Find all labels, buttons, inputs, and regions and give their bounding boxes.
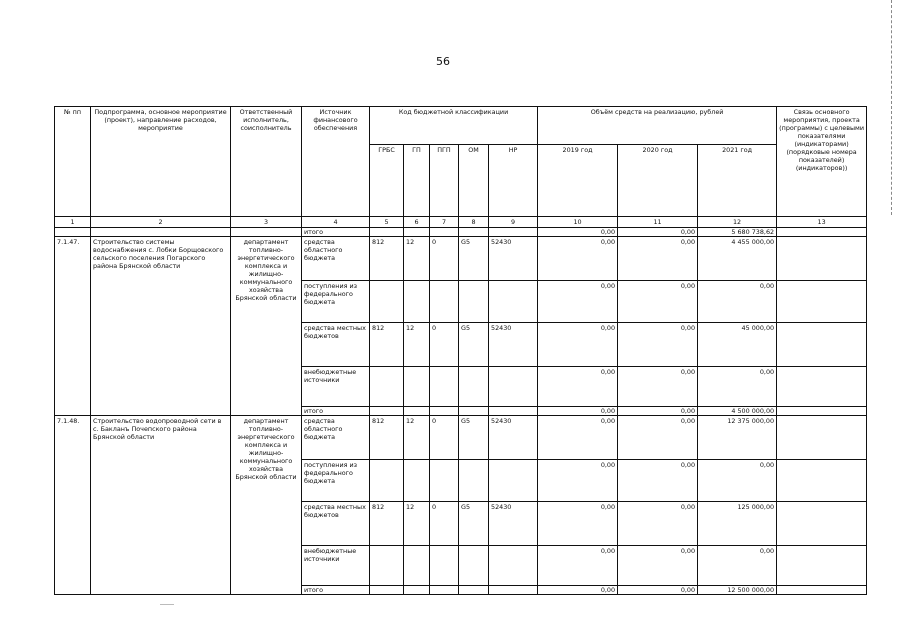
value-2021: 0,00	[698, 546, 777, 586]
header-volume: Объём средств на реализацию, рублей	[538, 107, 777, 145]
header-grbs: ГРБС	[370, 145, 404, 217]
code-om: G5	[459, 502, 489, 546]
value-2021: 0,00	[698, 281, 777, 323]
code-gp	[404, 460, 430, 502]
col-number: 5	[370, 217, 404, 228]
col-number: 1	[55, 217, 91, 228]
code-om	[459, 281, 489, 323]
total-2021: 4 500 000,00	[698, 407, 777, 416]
code-pgp	[430, 281, 459, 323]
entry-description: Строительство водопроводной сети в с. Бакланъ Почепского района Брянской области	[91, 416, 231, 595]
code-om	[459, 546, 489, 586]
header-budget-code: Код бюджетной классификации	[370, 107, 538, 145]
value-2020: 0,00	[618, 546, 698, 586]
indicator-link	[777, 460, 867, 502]
code-om	[459, 460, 489, 502]
code-np: 52430	[489, 237, 538, 281]
funding-source: внебюджетные источники	[302, 367, 370, 407]
col-number: 13	[777, 217, 867, 228]
funding-source: внебюджетные источники	[302, 546, 370, 586]
funding-source: поступления из федерального бюджета	[302, 460, 370, 502]
code-om: G5	[459, 416, 489, 460]
col-number: 7	[430, 217, 459, 228]
header-om: ОМ	[459, 145, 489, 217]
total-2020: 0,00	[618, 228, 698, 237]
code-np: 52430	[489, 502, 538, 546]
top-total-row	[55, 228, 867, 237]
value-2019: 0,00	[538, 281, 618, 323]
value-2020: 0,00	[618, 367, 698, 407]
header-2019: 2019 год	[538, 145, 618, 217]
value-2021: 12 375 000,00	[698, 416, 777, 460]
value-2021: 45 000,00	[698, 323, 777, 367]
code-np: 52430	[489, 323, 538, 367]
total-label: итого	[302, 228, 370, 237]
value-2019: 0,00	[538, 460, 618, 502]
column-number-row	[55, 217, 867, 228]
indicator-link	[777, 502, 867, 546]
table-row	[55, 416, 867, 460]
header-responsible: Ответственный исполнитель, соисполнитель	[231, 107, 302, 217]
total-label: итого	[302, 586, 370, 595]
col-number: 3	[231, 217, 302, 228]
col-number: 9	[489, 217, 538, 228]
code-grbs: 812	[370, 502, 404, 546]
funding-source: средства местных бюджетов	[302, 502, 370, 546]
value-2020: 0,00	[618, 237, 698, 281]
code-gp: 12	[404, 416, 430, 460]
header-np: НР	[489, 145, 538, 217]
indicator-link	[777, 237, 867, 281]
indicator-link	[777, 546, 867, 586]
code-pgp: 0	[430, 416, 459, 460]
header-num: № пп	[55, 107, 91, 217]
entry-number: 7.1.47.	[55, 237, 91, 416]
code-pgp: 0	[430, 323, 459, 367]
value-2020: 0,00	[618, 281, 698, 323]
total-2020: 0,00	[618, 407, 698, 416]
entry-responsible: департамент топливно-энергетического комплекса и жилищно-коммунального хозяйства Брянской области	[231, 416, 302, 595]
total-2021: 12 500 000,00	[698, 586, 777, 595]
code-np	[489, 460, 538, 502]
col-number: 10	[538, 217, 618, 228]
code-np	[489, 546, 538, 586]
code-gp: 12	[404, 323, 430, 367]
header-program: Подпрограмма, основное мероприятие (проект), направление расходов, мероприятие	[91, 107, 231, 217]
code-grbs: 812	[370, 237, 404, 281]
funding-source: средства областного бюджета	[302, 416, 370, 460]
col-number: 2	[91, 217, 231, 228]
header-pgp: ПГП	[430, 145, 459, 217]
indicator-link	[777, 281, 867, 323]
header-row	[55, 107, 867, 145]
value-2021: 125 000,00	[698, 502, 777, 546]
header-gp: ГП	[404, 145, 430, 217]
code-gp: 12	[404, 502, 430, 546]
code-grbs	[370, 281, 404, 323]
total-2020: 0,00	[618, 586, 698, 595]
header-2021: 2021 год	[698, 145, 777, 217]
total-2019: 0,00	[538, 228, 618, 237]
col-number: 6	[404, 217, 430, 228]
margin-mark	[160, 604, 174, 605]
total-2019: 0,00	[538, 586, 618, 595]
code-grbs: 812	[370, 416, 404, 460]
code-np	[489, 281, 538, 323]
value-2019: 0,00	[538, 416, 618, 460]
value-2019: 0,00	[538, 367, 618, 407]
value-2019: 0,00	[538, 502, 618, 546]
code-grbs	[370, 546, 404, 586]
header-2020: 2020 год	[618, 145, 698, 217]
entry-number: 7.1.48.	[55, 416, 91, 595]
total-label: итого	[302, 407, 370, 416]
header-link: Связь основного мероприятия, проекта (программы) с целевыми показателями (индикаторами) (порядковые номера показателей) (индикаторов))	[777, 107, 867, 217]
margin-line	[891, 0, 893, 215]
code-gp	[404, 281, 430, 323]
indicator-link	[777, 323, 867, 367]
value-2019: 0,00	[538, 323, 618, 367]
value-2021: 4 455 000,00	[698, 237, 777, 281]
value-2020: 0,00	[618, 502, 698, 546]
value-2019: 0,00	[538, 546, 618, 586]
code-om: G5	[459, 237, 489, 281]
indicator-link	[777, 416, 867, 460]
header-source: Источник финансового обеспечения	[302, 107, 370, 217]
funding-source: средства местных бюджетов	[302, 323, 370, 367]
code-pgp: 0	[430, 502, 459, 546]
code-np	[489, 367, 538, 407]
page-number: 56	[436, 55, 450, 68]
value-2019: 0,00	[538, 237, 618, 281]
entry-responsible: департамент топливно-энергетического комплекса и жилищно-коммунального хозяйства Брянской области	[231, 237, 302, 416]
value-2020: 0,00	[618, 460, 698, 502]
code-pgp	[430, 546, 459, 586]
value-2020: 0,00	[618, 323, 698, 367]
col-number: 4	[302, 217, 370, 228]
code-grbs	[370, 367, 404, 407]
budget-table	[54, 106, 867, 595]
code-gp	[404, 546, 430, 586]
code-om	[459, 367, 489, 407]
col-number: 11	[618, 217, 698, 228]
funding-source: поступления из федерального бюджета	[302, 281, 370, 323]
col-number: 12	[698, 217, 777, 228]
code-grbs: 812	[370, 323, 404, 367]
code-om: G5	[459, 323, 489, 367]
total-2019: 0,00	[538, 407, 618, 416]
code-np: 52430	[489, 416, 538, 460]
code-gp: 12	[404, 237, 430, 281]
total-2021: 5 680 738,62	[698, 228, 777, 237]
code-gp	[404, 367, 430, 407]
funding-source: средства областного бюджета	[302, 237, 370, 281]
code-pgp	[430, 460, 459, 502]
indicator-link	[777, 367, 867, 407]
value-2020: 0,00	[618, 416, 698, 460]
code-pgp	[430, 367, 459, 407]
col-number: 8	[459, 217, 489, 228]
code-pgp: 0	[430, 237, 459, 281]
entry-description: Строительство системы водоснабжения с. Лобки Борщовского сельского поселения Погарского района Брянской области	[91, 237, 231, 416]
table-row	[55, 237, 867, 281]
value-2021: 0,00	[698, 367, 777, 407]
code-grbs	[370, 460, 404, 502]
value-2021: 0,00	[698, 460, 777, 502]
